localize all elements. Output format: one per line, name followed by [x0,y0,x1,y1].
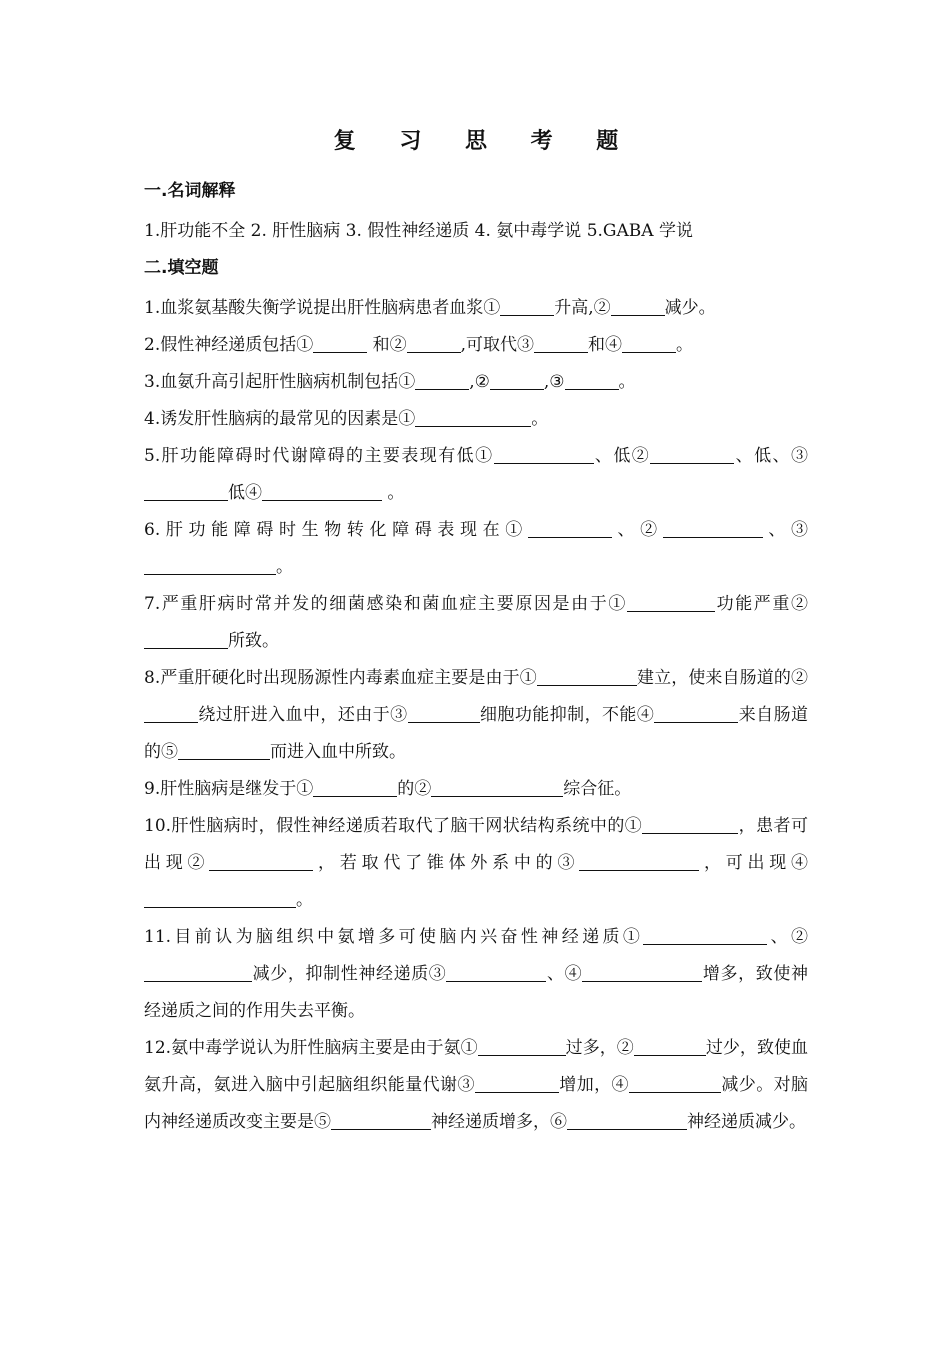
question-text: 来自肠道的⑤ [144,705,809,762]
answer-blank [262,482,382,501]
question-text: 。 [276,557,293,577]
question-12 [144,1030,808,1141]
section-heading-definitions: 一.名词解释 [144,181,236,201]
question-text: 9.肝性脑病是继发于① [144,779,314,799]
answer-blank [144,482,228,501]
answer-blank [490,371,544,390]
question-11 [144,919,808,1030]
answer-blank [178,741,270,760]
answer-blank [643,926,767,945]
question-text: 建立，使来自肠道的② [636,668,809,688]
answer-blank [627,593,715,612]
question-text: 所致。 [228,631,279,651]
answer-blank [663,519,763,538]
answer-blank [478,1037,566,1056]
answer-blank [209,852,313,871]
answer-blank [313,334,367,353]
question-text: 绕过肝进入血中，还由于③ [198,705,408,725]
answer-blank [642,815,738,834]
question-text: 、④ [546,964,583,984]
definition-terms: 1.肝功能不全 2. 肝性脑病 3. 假性神经递质 4. 氨中毒学说 5.GABA 学说 [144,221,693,241]
question-text: ,② [469,372,490,392]
answer-blank [534,334,588,353]
question-text: 增加，④ [558,1075,629,1095]
question-text: 。 [618,372,636,392]
question-text: 5.肝功能障碍时代谢障碍的主要表现有低① [144,446,494,466]
question-text: 11.目前认为脑组织中氨增多可使脑内兴奋性神经递质① [144,927,644,947]
question-text: 。 [531,409,549,429]
question-2 [144,327,808,364]
question-text: ，若取代了锥体外系中的③ [313,853,580,873]
answer-blank [654,704,738,723]
answer-blank [407,334,461,353]
answer-blank [144,704,198,723]
question-4 [144,401,808,438]
question-text: 过多，② [565,1038,634,1058]
question-text: 10.肝性脑病时，假性神经递质若取代了脑干网状结构系统中的① [144,816,643,836]
answer-blank [144,889,296,908]
question-10 [144,808,808,919]
document-title: 复 习 思 考 题 [333,129,637,154]
question-text: 增多，致使神经递质之间的作用失去平衡。 [144,964,809,1021]
question-5 [144,438,808,512]
question-text: 。 [382,483,405,503]
question-8 [144,660,808,771]
question-text: 。 [676,335,694,355]
question-text: 功能严重② [714,594,809,614]
question-7 [144,586,808,660]
answer-blank [629,1074,721,1093]
question-text: 1.血浆氨基酸失衡学说提出肝性脑病患者血浆① [144,298,501,318]
question-6 [144,512,808,586]
answer-blank [144,556,276,575]
section-heading-fill-blanks: 二.填空题 [144,258,219,278]
question-text: 、低、③ [734,446,808,466]
answer-blank [415,371,469,390]
question-text: ,③ [543,372,565,392]
answer-blank [579,852,699,871]
question-text: 减少，抑制性神经递质③ [252,964,447,984]
question-text: 3.血氨升高引起肝性脑病机制包括① [144,372,416,392]
question-text: 12.氨中毒学说认为肝性脑病主要是由于氨① [144,1038,478,1058]
question-text: 减少。对脑内神经递质改变主要是⑤ [144,1075,809,1132]
answer-blank [634,1037,706,1056]
question-text: 、② [767,927,808,947]
answer-blank [475,1074,559,1093]
answer-blank [611,297,665,316]
question-text: 低④ [228,483,262,503]
answer-blank [582,963,702,982]
question-text: 8.严重肝硬化时出现肠源性内毒素血症主要是由于① [144,668,537,688]
answer-blank [537,667,637,686]
question-text: 、③ [762,520,809,540]
answer-blank [528,519,612,538]
question-1 [144,290,808,327]
question-text: 细胞功能抑制，不能④ [479,705,655,725]
question-text: 而进入血中所致。 [270,742,406,762]
question-text: 减少。 [664,298,716,318]
question-text: 和② [367,335,407,355]
answer-blank [144,963,252,982]
answer-blank [565,371,619,390]
answer-blank [622,334,676,353]
answer-blank [144,630,228,649]
question-text: 、② [611,520,663,540]
question-text: 2.假性神经递质包括① [144,335,314,355]
answer-blank [415,408,531,427]
answer-blank [313,778,397,797]
question-text: 6.肝功能障碍时生物转化障碍表现在① [144,520,528,540]
question-text: 神经递质增多，⑥ [431,1112,567,1132]
answer-blank [500,297,554,316]
answer-blank [331,1111,431,1130]
answer-blank [408,704,480,723]
question-9 [144,771,808,808]
question-text: ，患者可出现② [144,816,808,873]
question-3 [144,364,808,401]
question-text: 过少，致使血氨升高，氨进入脑中引起脑组织能量代谢③ [144,1038,809,1095]
answer-blank [446,963,546,982]
answer-blank [431,778,563,797]
question-text: ,可取代③ [460,335,535,355]
question-text: 7.严重肝病时常并发的细菌感染和菌血症主要原因是由于① [144,594,627,614]
question-text: 。 [296,890,313,910]
question-text: 的② [397,779,432,799]
answer-blank [494,445,594,464]
question-text: 、低② [593,446,651,466]
question-text: 综合征。 [563,779,632,799]
answer-blank [567,1111,687,1130]
answer-blank [650,445,734,464]
question-text: ，可出现④ [699,853,809,873]
question-text: 和④ [588,335,623,355]
question-text: 神经递质减少。 [687,1112,806,1132]
question-text: 升高,② [554,298,611,318]
question-text: 4.诱发肝性脑病的最常见的因素是① [144,409,416,429]
